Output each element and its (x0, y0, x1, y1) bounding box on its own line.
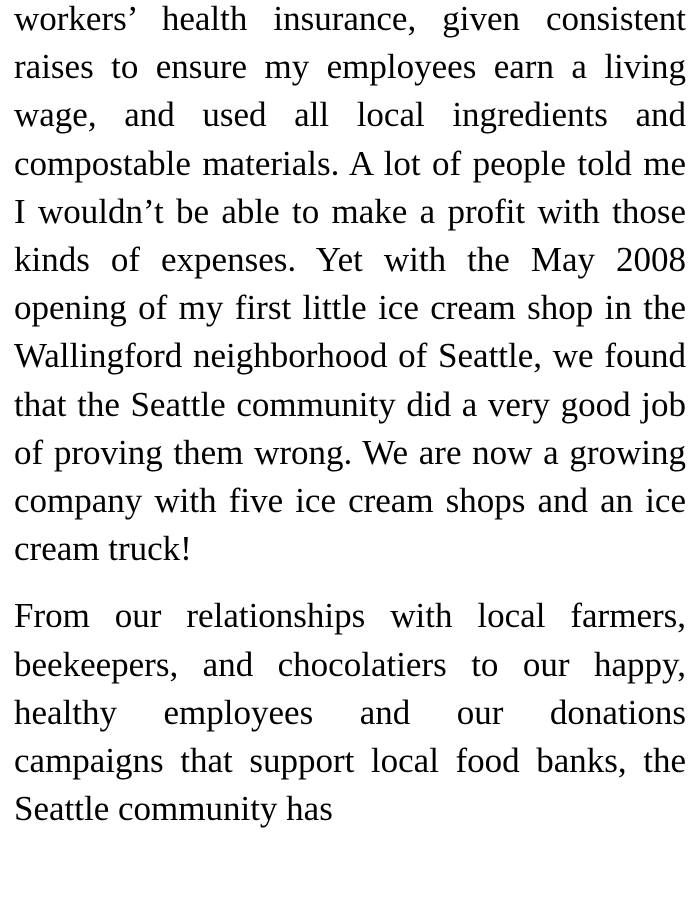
document-page (14, 0, 686, 833)
paragraph: From our relationships with local farmers, beekeepers, and chocolatiers to our happy, healthy employees and our donations campaigns that support local food banks, the Seattle community has (14, 596, 686, 829)
paragraph: workers’ health insurance, given consistent raises to ensure my employees earn a living wage, and used all local ingredients and compostable materials. A lot of people told me I wouldn’t be able to make a profit with those kinds of expenses. Yet with the May 2008 opening of my first little ice cream shop in the Wallingford neighborhood of Seattle, we found that the Seattle community did a very good job of proving them wrong. We are now a growing company with five ice cream shops and an ice cream truck! (14, 0, 686, 569)
